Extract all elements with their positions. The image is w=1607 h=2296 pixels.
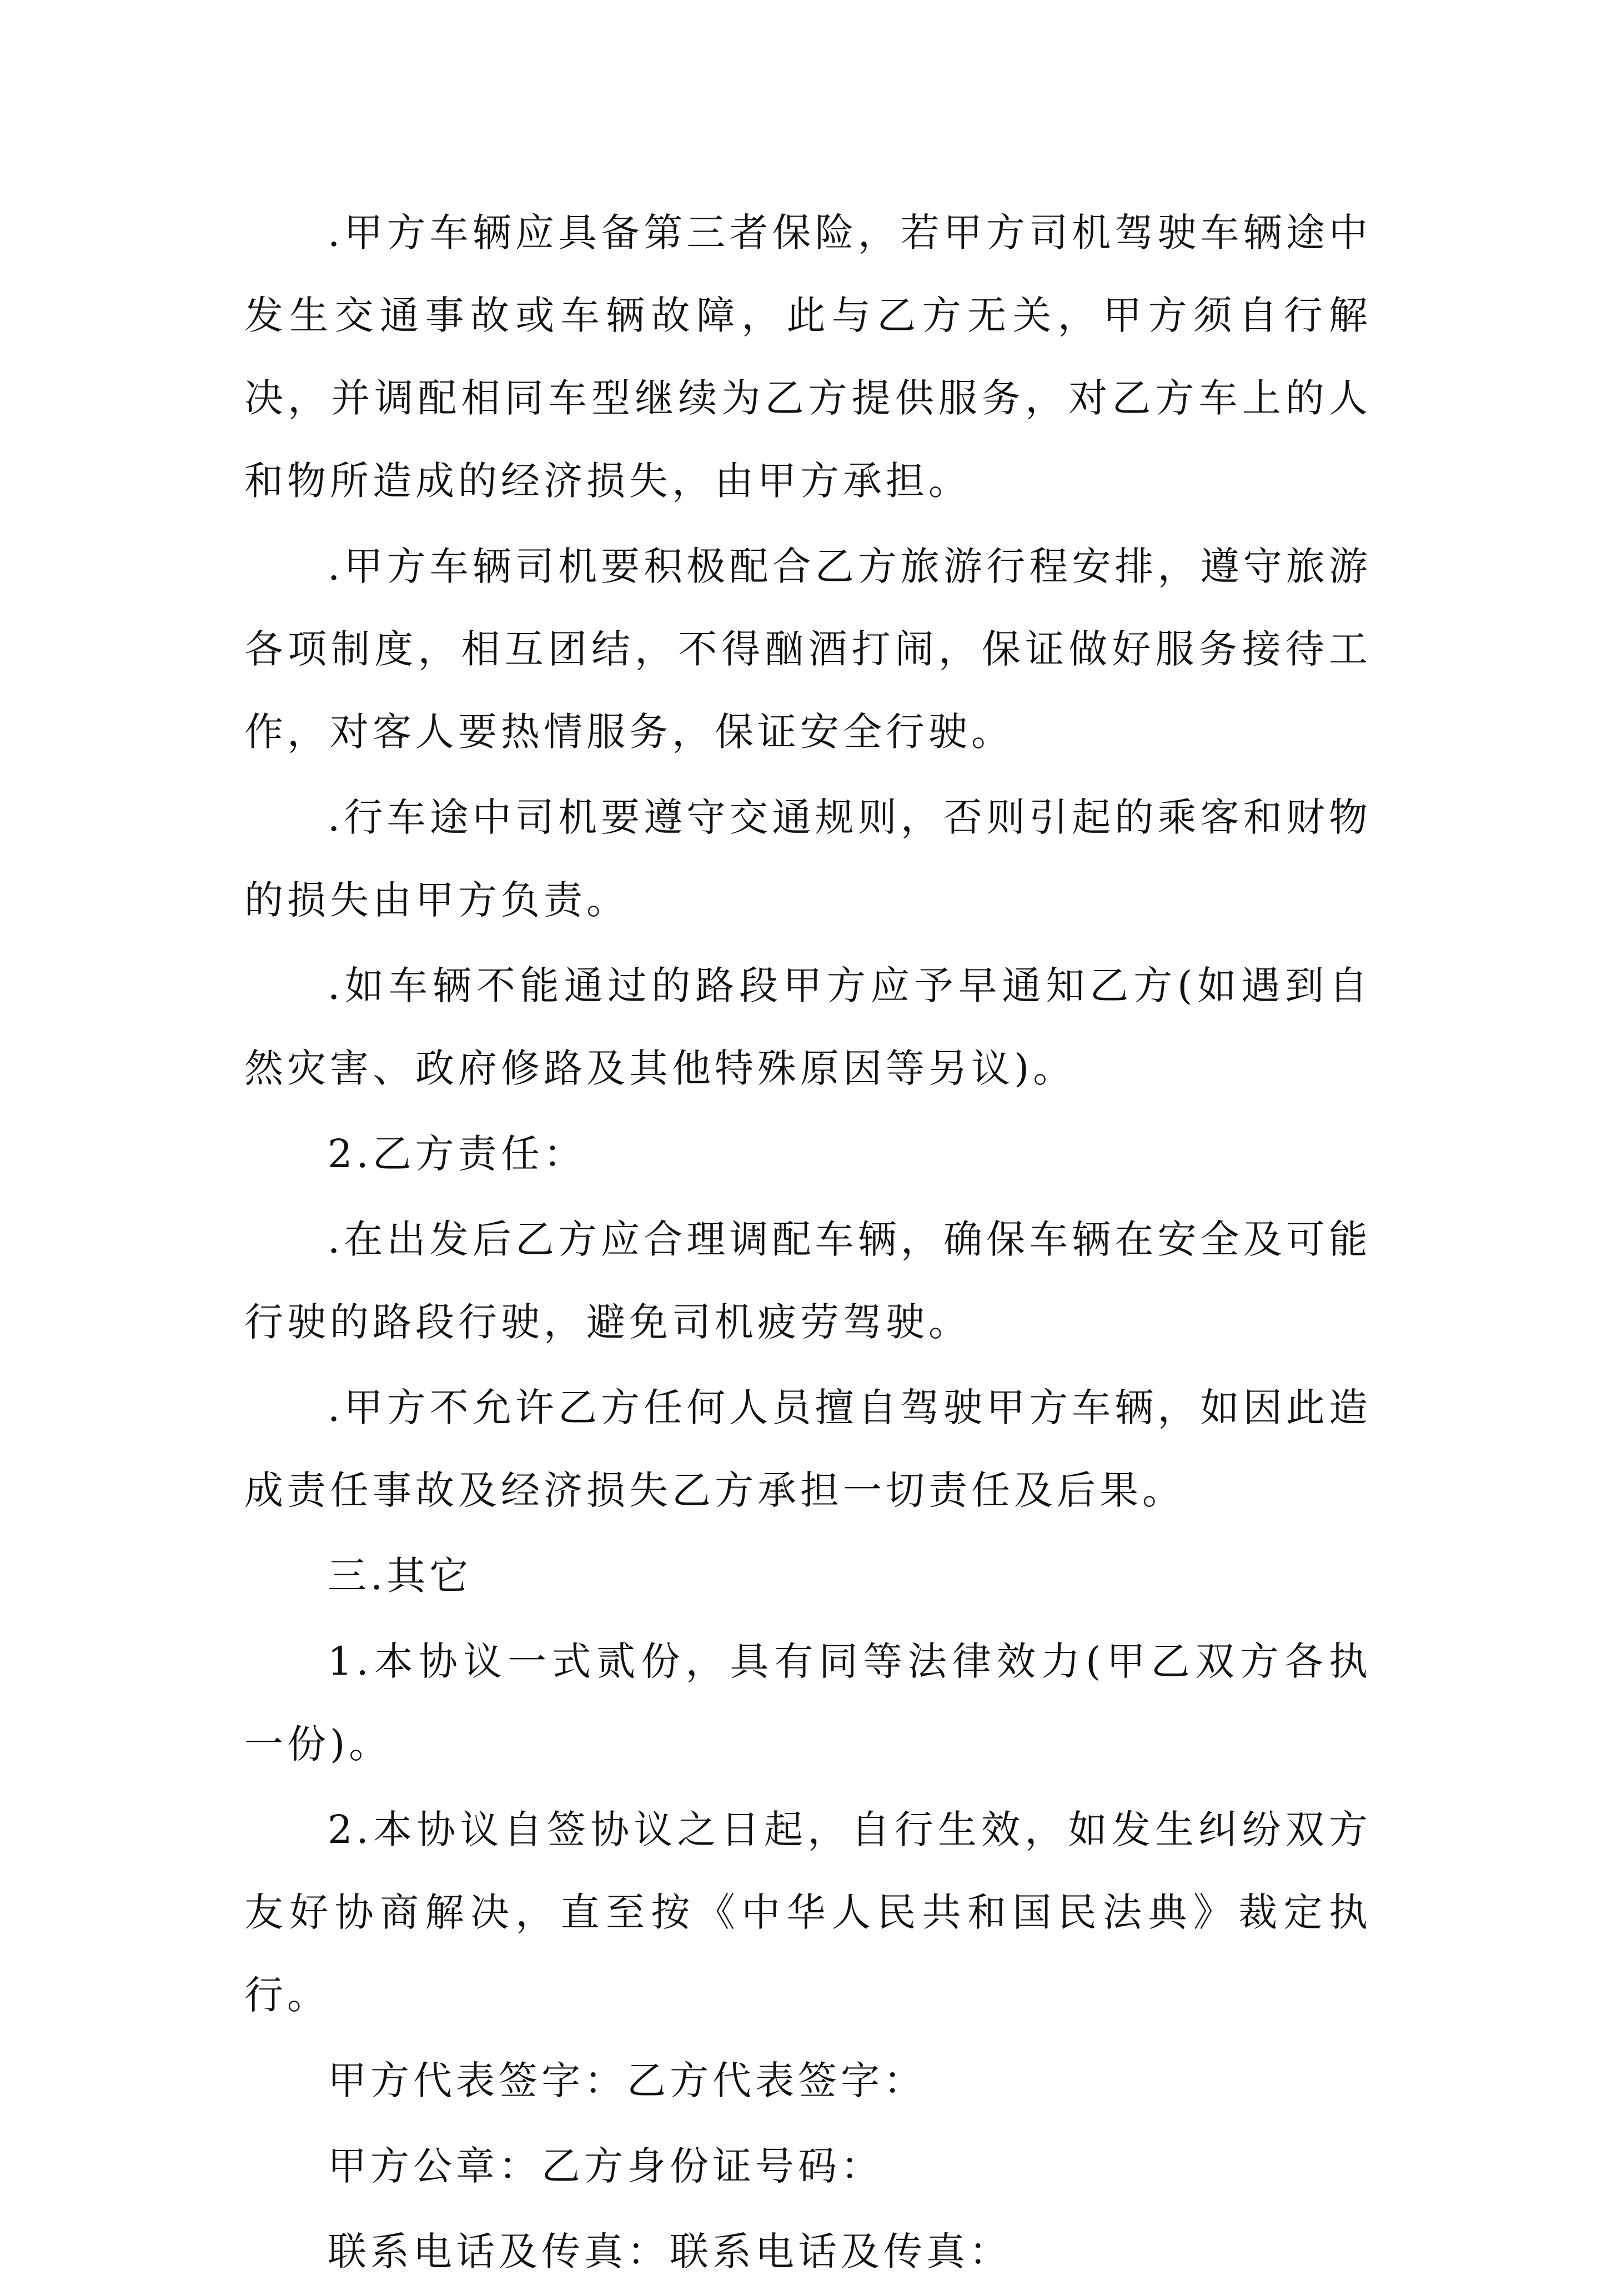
paragraph-impassable-roads: .如车辆不能通过的路段甲方应予早通知乙方(如遇到自然灾害、政府修路及其他特殊原因等另议)。 <box>244 963 1372 1091</box>
document-body <box>244 192 1372 2296</box>
paragraph-vehicle-scheduling: .在出发后乙方应合理调配车辆，确保车辆在安全及可能行驶的路段行驶，避免司机疲劳驾驶。 <box>244 1217 1372 1345</box>
heading-other: 三.其它 <box>328 1553 473 1599</box>
paragraph-copies: 1.本协议一式贰份，具有同等法律效力(甲乙双方各执一份)。 <box>244 1639 1372 1767</box>
paragraph-effective-date: 2.本协议自签协议之日起，自行生效，如发生纠纷双方友好协商解决，直至按《中华人民共和国民法典》裁定执行。 <box>244 1807 1372 2018</box>
signature-line-contact: 联系电话及传真：联系电话及传真： <box>328 2229 1012 2274</box>
paragraph-vehicle-insurance: .甲方车辆应具备第三者保险，若甲方司机驾驶车辆途中发生交通事故或车辆故障，此与乙方无关，甲方须自行解决，并调配相同车型继续为乙方提供服务，对乙方车上的人和物所造成的经济损失，由甲方承担。 <box>244 210 1372 504</box>
paragraph-driver-cooperation: .甲方车辆司机要积极配合乙方旅游行程安排，遵守旅游各项制度，相互团结，不得酗酒打闹，保证做好服务接待工作，对客人要热情服务，保证安全行驶。 <box>244 544 1372 755</box>
heading-party-b-duties: 2.乙方责任： <box>328 1131 586 1177</box>
paragraph-no-unauthorized-driving: .甲方不允许乙方任何人员擅自驾驶甲方车辆，如因此造成责任事故及经济损失乙方承担一切责任及后果。 <box>244 1385 1372 1513</box>
paragraph-traffic-rules: .行车途中司机要遵守交通规则，否则引起的乘客和财物的损失由甲方负责。 <box>244 795 1372 923</box>
signature-line-seal-id: 甲方公章：乙方身份证号码： <box>328 2143 883 2189</box>
signature-line-representatives: 甲方代表签字：乙方代表签字： <box>328 2058 926 2103</box>
